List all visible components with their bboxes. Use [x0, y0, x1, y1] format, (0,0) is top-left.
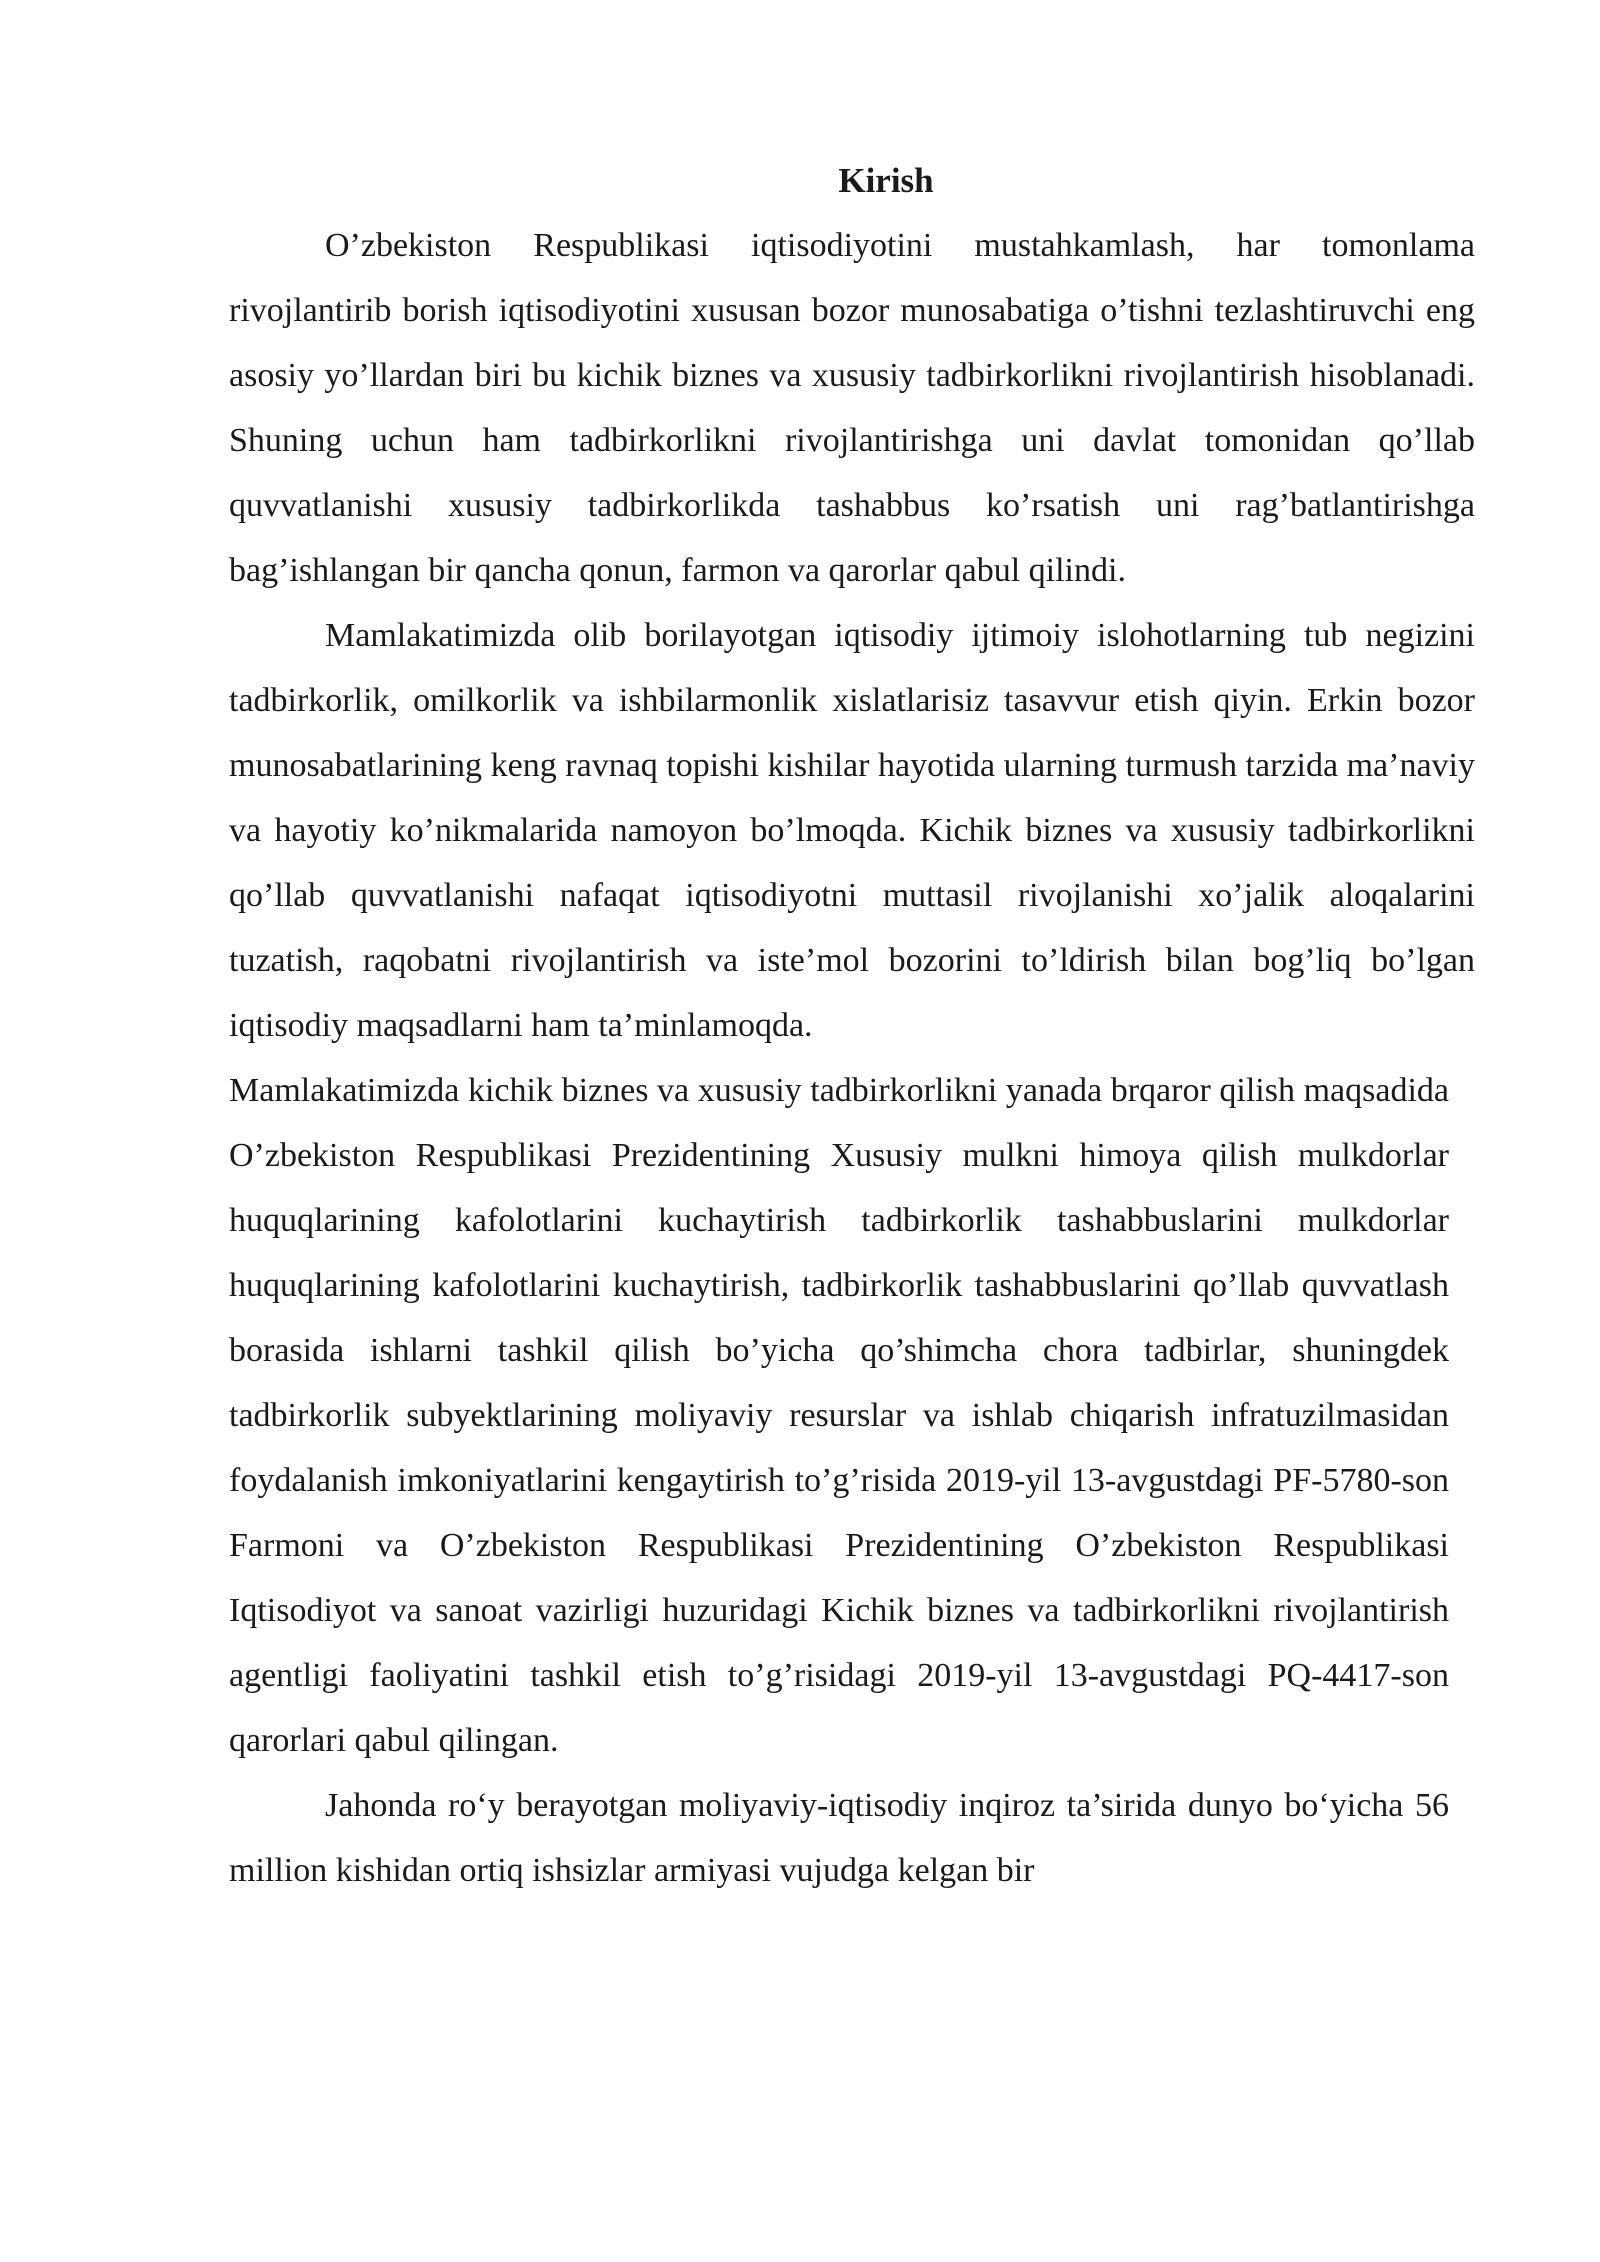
paragraph-2: Mamlakatimizda olib borilayotgan iqtisodiy ijtimoiy islohotlarning tub negizini tadbirkorlik, omilkorlik va ishbilarmonlik xislatlarisiz tasavvur etish qiyin. Erkin bozor munosabatlarining keng ravnaq topishi kishilar hayotida ularning turmush tarzida ma’naviy va hayotiy ko’nikmalarida namoyon bo’lmoqda. Kichik biznes va xususiy tadbirkorlikni qo’llab quvvatlanishi nafaqat iqtisodiyotni muttasil rivojlanishi xo’jalik aloqalarini tuzatish, raqobatni rivojlantirish va iste’mol bozorini to’ldirish bilan bog’liq bo’lgan iqtisodiy maqsadlarni ham ta’minlamoqda. [229, 617, 1475, 1044]
paragraph-3: Mamlakatimizda kichik biznes va xususiy tadbirkorlikni yanada brqaror qilish maqsadida O’zbekiston Respublikasi Prezidentining Xususiy mulkni himoya qilish mulkdorlar huquqlarining kafolotlarini kuchaytirish tadbirkorlik tashabbuslarini mulkdorlar huquqlarining kafolotlarini kuchaytirish, tadbirkorlik tashabbuslarini qo’llab quvvatlash borasida ishlarni tashkil qilish bo’yicha qo’shimcha chora tadbirlar, shuningdek tadbirkorlik subyektlarining moliyaviy resurslar va ishlab chiqarish infratuzilmasidan foydalanish imkoniyatlarini kengaytirish to’g’risida 2019-yil 13-avgustdagi PF-5780-son Farmoni va O’zbekiston Respublikasi Prezidentining O’zbekiston Respublikasi Iqtisodiyot va sanoat vazirligi huzuridagi Kichik biznes va tadbirkorlikni rivojlantirish agentligi faoliyatini tashkil etish to’g’risidagi 2019-yil 13-avgustdagi PQ-4417-son qarorlari qabul qilingan. [229, 1072, 1449, 1759]
paragraph-1: O’zbekiston Respublikasi iqtisodiyotini mustahkamlash, har tomonlama rivojlantirib borish iqtisodiyotini xususan bozor munosabatiga o’tishni tezlashtiruvchi eng asosiy yo’llardan biri bu kichik biznes va xususiy tadbirkorlikni rivojlantirish hisoblanadi. Shuning uchun ham tadbirkorlikni rivojlantirishga uni davlat tomonidan qo’llab quvvatlanishi xususiy tadbirkorlikda tashabbus ko’rsatish uni rag’batlantirishga bag’ishlangan bir qancha qonun, farmon va qarorlar qabul qilindi. [229, 227, 1475, 589]
document-body [229, 148, 1475, 1903]
page-title: Kirish [838, 161, 934, 200]
paragraph-4: Jahonda ro‘y berayotgan moliyaviy-iqtisodiy inqiroz ta’sirida dunyo bo‘yicha 56 million kishidan ortiq ishsizlar armiyasi vujudga kelgan bir [229, 1787, 1449, 1889]
